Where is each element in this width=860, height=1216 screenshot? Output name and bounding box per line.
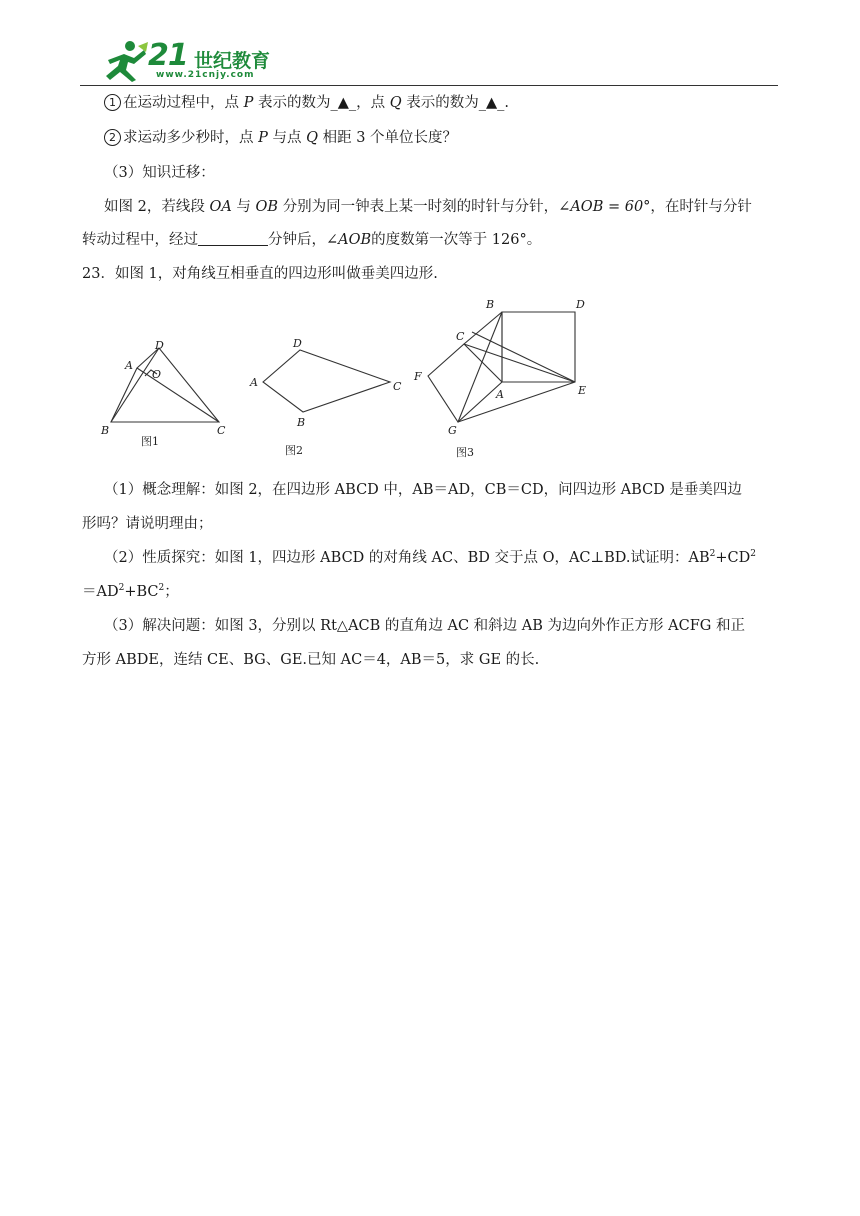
text-segment: （2）性质探究：如图 1，四边形 ABCD 的对角线 AC、BD 交于点 O，AC⊥BD.试证明：AB (104, 550, 710, 566)
fig3-square-abde (502, 312, 575, 382)
logo-chinese-text: 世纪教育 (194, 50, 271, 72)
site-logo (100, 38, 280, 84)
answer-blank[interactable] (198, 231, 268, 246)
fig3-segment-cb (464, 312, 502, 344)
superscript: 2 (118, 583, 125, 593)
superscript: 2 (158, 583, 165, 593)
figure-3 (410, 296, 600, 462)
fig2-label-c: C (393, 380, 402, 393)
text-segment: 相距 3 个单位长度？ (322, 130, 458, 146)
fig1-diagonal-bd (111, 348, 162, 422)
fig2-caption: 图2 (285, 444, 303, 457)
figure-2 (245, 330, 415, 460)
circled-number-2: 2 (104, 129, 121, 146)
fig1-label-a: A (125, 359, 133, 372)
fig3-label-e: E (578, 384, 587, 397)
fig1-label-c: C (217, 424, 226, 437)
question-line-5 (82, 230, 541, 250)
question-line-2 (104, 128, 457, 148)
question-line-4 (104, 197, 752, 217)
logo-number: 21 (148, 38, 188, 73)
text-segment: 分别为同一钟表上某一时刻的时针与分针， (282, 199, 559, 215)
superscript: 2 (709, 549, 716, 559)
fig3-caption: 图3 (456, 446, 474, 459)
text-segment: +CD (715, 550, 751, 566)
fig2-label-a: A (250, 376, 258, 389)
fig3-segment-extra (472, 332, 575, 382)
fig2-quadrilateral (263, 350, 390, 412)
fig2-label-b: B (297, 416, 306, 429)
fig1-label-d: D (155, 339, 164, 352)
math-var-q: Q (389, 95, 402, 111)
page-header (0, 0, 860, 90)
part-2-line-1 (104, 548, 756, 568)
text-segment: 与 (236, 199, 251, 215)
part-1-line-2: 形吗？请说明理由； (82, 516, 213, 532)
text-segment: +BC (124, 584, 159, 600)
question-line-1 (104, 93, 509, 113)
text-segment: 在运动过程中，点 (123, 95, 239, 111)
fig3-label-g: G (448, 424, 457, 437)
fig3-segment-ce (464, 344, 575, 382)
fig1-caption: 图1 (141, 435, 159, 448)
text-segment: ； (164, 584, 179, 600)
fig3-label-a: A (496, 388, 504, 401)
part-3-line-2: 方形 ABDE，连结 CE、BG、GE.已知 AC＝4，AB＝5，求 GE 的长. (82, 652, 540, 668)
logo-url: www.21cnjy.com (156, 70, 255, 80)
text-segment: ＝AD (82, 584, 119, 600)
math-ob: OB (255, 199, 279, 215)
text-segment: 分钟后， (268, 232, 326, 248)
text-segment: 如图 2，若线段 (104, 199, 205, 215)
text-segment: 表示的数为_▲_. (406, 95, 510, 111)
question-23-title: 23．如图 1，对角线互相垂直的四边形叫做垂美四边形. (82, 266, 438, 282)
part-2-line-2 (82, 582, 179, 602)
fig3-segment-ge (458, 382, 575, 422)
fig1-label-o: O (152, 368, 162, 381)
math-var-q: Q (306, 130, 318, 146)
math-var-p: P (258, 130, 268, 146)
part-1-line-1: （1）概念理解：如图 2，在四边形 ABCD 中，AB＝AD，CB＝CD，问四边形 ABCD 是垂美四边 (104, 482, 742, 498)
math-angle: ∠AOB (326, 232, 372, 248)
text-segment: ，在时针与分针 (650, 199, 752, 215)
fig1-label-b: B (101, 424, 110, 437)
text-segment: 与点 (272, 130, 302, 146)
superscript: 2 (750, 549, 756, 559)
text-segment: 求运动多少秒时，点 (123, 130, 254, 146)
fig3-label-b: B (486, 298, 495, 311)
fig3-label-c: C (456, 330, 465, 343)
math-oa: OA (209, 199, 232, 215)
fig3-label-d: D (576, 298, 585, 311)
text-segment: 的度数第一次等于 126°。 (371, 232, 542, 248)
math-var-p: P (243, 95, 254, 111)
part-3-line-1: （3）解决问题：如图 3，分别以 Rt△ACB 的直角边 AC 和斜边 AB 为边向外作正方形 ACFG 和正 (104, 618, 745, 634)
figure-1 (95, 330, 245, 455)
fig2-label-d: D (293, 337, 302, 350)
section-knowledge-transfer: （3）知识迁移： (104, 165, 215, 181)
text-segment: 表示的数为_▲_，点 (257, 95, 386, 111)
math-angle: ∠AOB = 60° (558, 199, 651, 215)
fig1-diagonal-ac (137, 368, 219, 422)
text-segment: 转动过程中，经过 (82, 232, 198, 248)
fig3-segment-bg (458, 312, 502, 422)
runner-icon (100, 40, 150, 84)
circled-number-1: 1 (104, 94, 121, 111)
fig3-label-f: F (414, 370, 422, 383)
header-divider (80, 85, 778, 86)
